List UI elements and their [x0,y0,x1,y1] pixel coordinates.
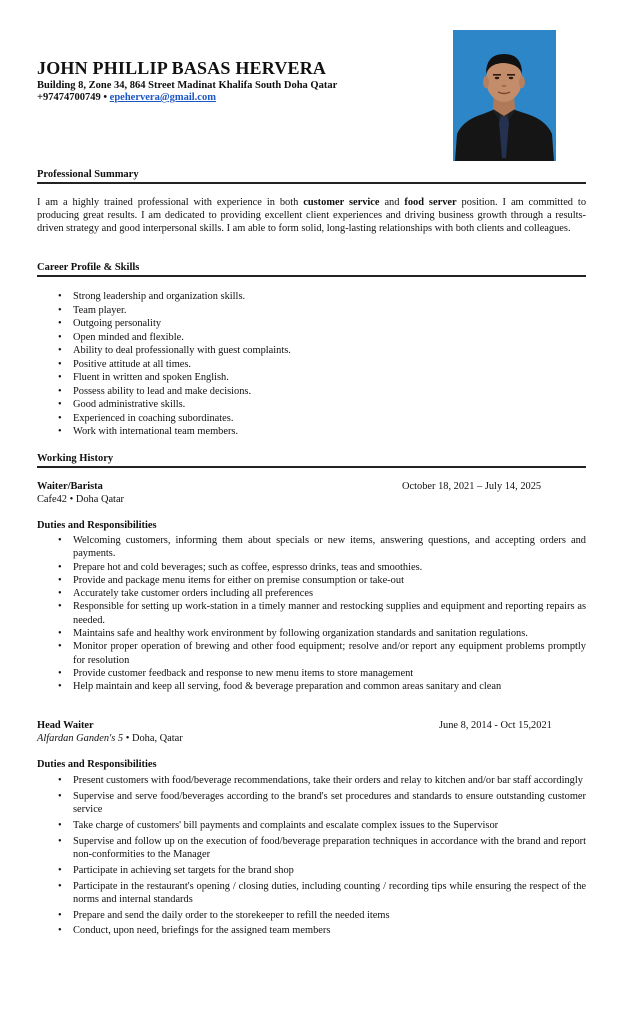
address: Building 8, Zone 34, 864 Street Madinat Khalifa South Doha Qatar [37,80,338,91]
company-name-italic: Alfardan Ganden's 5 [37,733,124,744]
contact-line [37,92,216,103]
list-item: • Prepare hot and cold beverages; such as coffee, espresso drinks, teas and smoothies. [37,561,586,574]
section-divider [37,275,586,277]
list-item: • Prepare and send the daily order to the storekeeper to refill the needed items [37,909,586,922]
email-link[interactable]: epehervera@gmail.com [109,92,216,103]
job-title: Head Waiter [37,720,94,731]
company-name: Cafe42 • Doha Qatar [37,494,125,505]
list-item: • Conduct, upon need, briefings for the assigned team members [37,924,586,937]
company-location: • Doha, Qatar [123,733,183,744]
section-divider [37,182,586,184]
list-item: • Supervise and follow up on the execution of food/beverage preparation techniques in accordance with the brand and report non-conformities to the Manager [37,835,586,862]
summary-paragraph [37,196,586,236]
list-item: • Participate in the restaurant's opening / closing duties, including counting / recording tips while ensuring the respect of the norms and internal standards [37,880,586,907]
section-heading-summary: Professional Summary [37,169,139,180]
list-item: • Possess ability to lead and make decisions. [37,385,586,399]
list-item: • Welcoming customers, informing them about specials or new items, answering questions, and accepting orders and payments. [37,534,586,561]
list-item: • Work with international team members. [37,425,586,439]
list-item: • Maintains safe and healthy work environment by following organization standards and sanitation regulations. [37,627,586,640]
skills-list [37,290,586,439]
summary-bold-text: food server [404,197,457,208]
candidate-name: JOHN PHILLIP BASAS HERVERA [37,58,327,78]
profile-photo-illustration [453,30,556,161]
duties-list [37,534,586,694]
list-item: • Provide customer feedback and response to new menu items to store management [37,667,586,680]
list-item: • Positive attitude at all times. [37,358,586,372]
list-item: • Supervise and serve food/beverages according to the brand's set procedures and standards to ensure outstanding customer service [37,790,586,817]
list-item: • Fluent in written and spoken English. [37,371,586,385]
job-dates: October 18, 2021 – July 14, 2025 [402,481,542,492]
list-item: • Monitor proper operation of brewing and other food equipment; resolve and/or report any equipment problems promptly for resolution [37,640,586,667]
list-item: • Take charge of customers' bill payments and complaints and escalate complex issues to the Supervisor [37,819,586,832]
list-item: • Team player. [37,304,586,318]
list-item: • Provide and package menu items for either on premise consumption or take-out [37,574,586,587]
duties-list [37,774,586,940]
summary-text: I am a highly trained professional with experience in both [37,197,304,208]
list-item: • Participate in achieving set targets for the brand shop [37,864,586,877]
summary-text: position. I am committed to producing great results. I am dedicated to providing excellent client experiences and driving business growth through a results-driven strategy and good interpersonal skills. I am able to form solid, long-lasting relationships with both clients and colleagues. [37,197,587,235]
section-divider [37,466,586,468]
duties-heading: Duties and Responsibilities [37,520,157,531]
duties-heading: Duties and Responsibilities [37,759,157,770]
list-item: • Open minded and flexible. [37,331,586,345]
list-item: • Accurately take customer orders including all preferences [37,587,586,600]
section-heading-history: Working History [37,453,114,464]
list-item: • Responsible for setting up work-station in a timely manner and restocking supplies and equipment and reporting repairs as needed. [37,600,586,627]
list-item: • Help maintain and keep all serving, food & beverage preparation and common areas sanitary and clean [37,680,586,693]
list-item: • Outgoing personality [37,317,586,331]
separator-dot: • [100,92,110,103]
list-item: • Ability to deal professionally with guest complaints. [37,344,586,358]
summary-text: and [379,197,405,208]
phone: +97474700749 [37,92,101,103]
job-dates: June 8, 2014 - Oct 15,2021 [439,720,552,731]
section-heading-skills: Career Profile & Skills [37,262,140,273]
list-item: • Experienced in coaching subordinates. [37,412,586,426]
profile-photo [453,30,556,161]
company-name [37,733,183,744]
job-title: Waiter/Barista [37,481,103,492]
summary-bold-text: customer service [303,197,380,208]
list-item: • Strong leadership and organization skills. [37,290,586,304]
list-item: • Present customers with food/beverage recommendations, take their orders and relay to kitchen and/or bar staff accordingly [37,774,586,787]
list-item: • Good administrative skills. [37,398,586,412]
